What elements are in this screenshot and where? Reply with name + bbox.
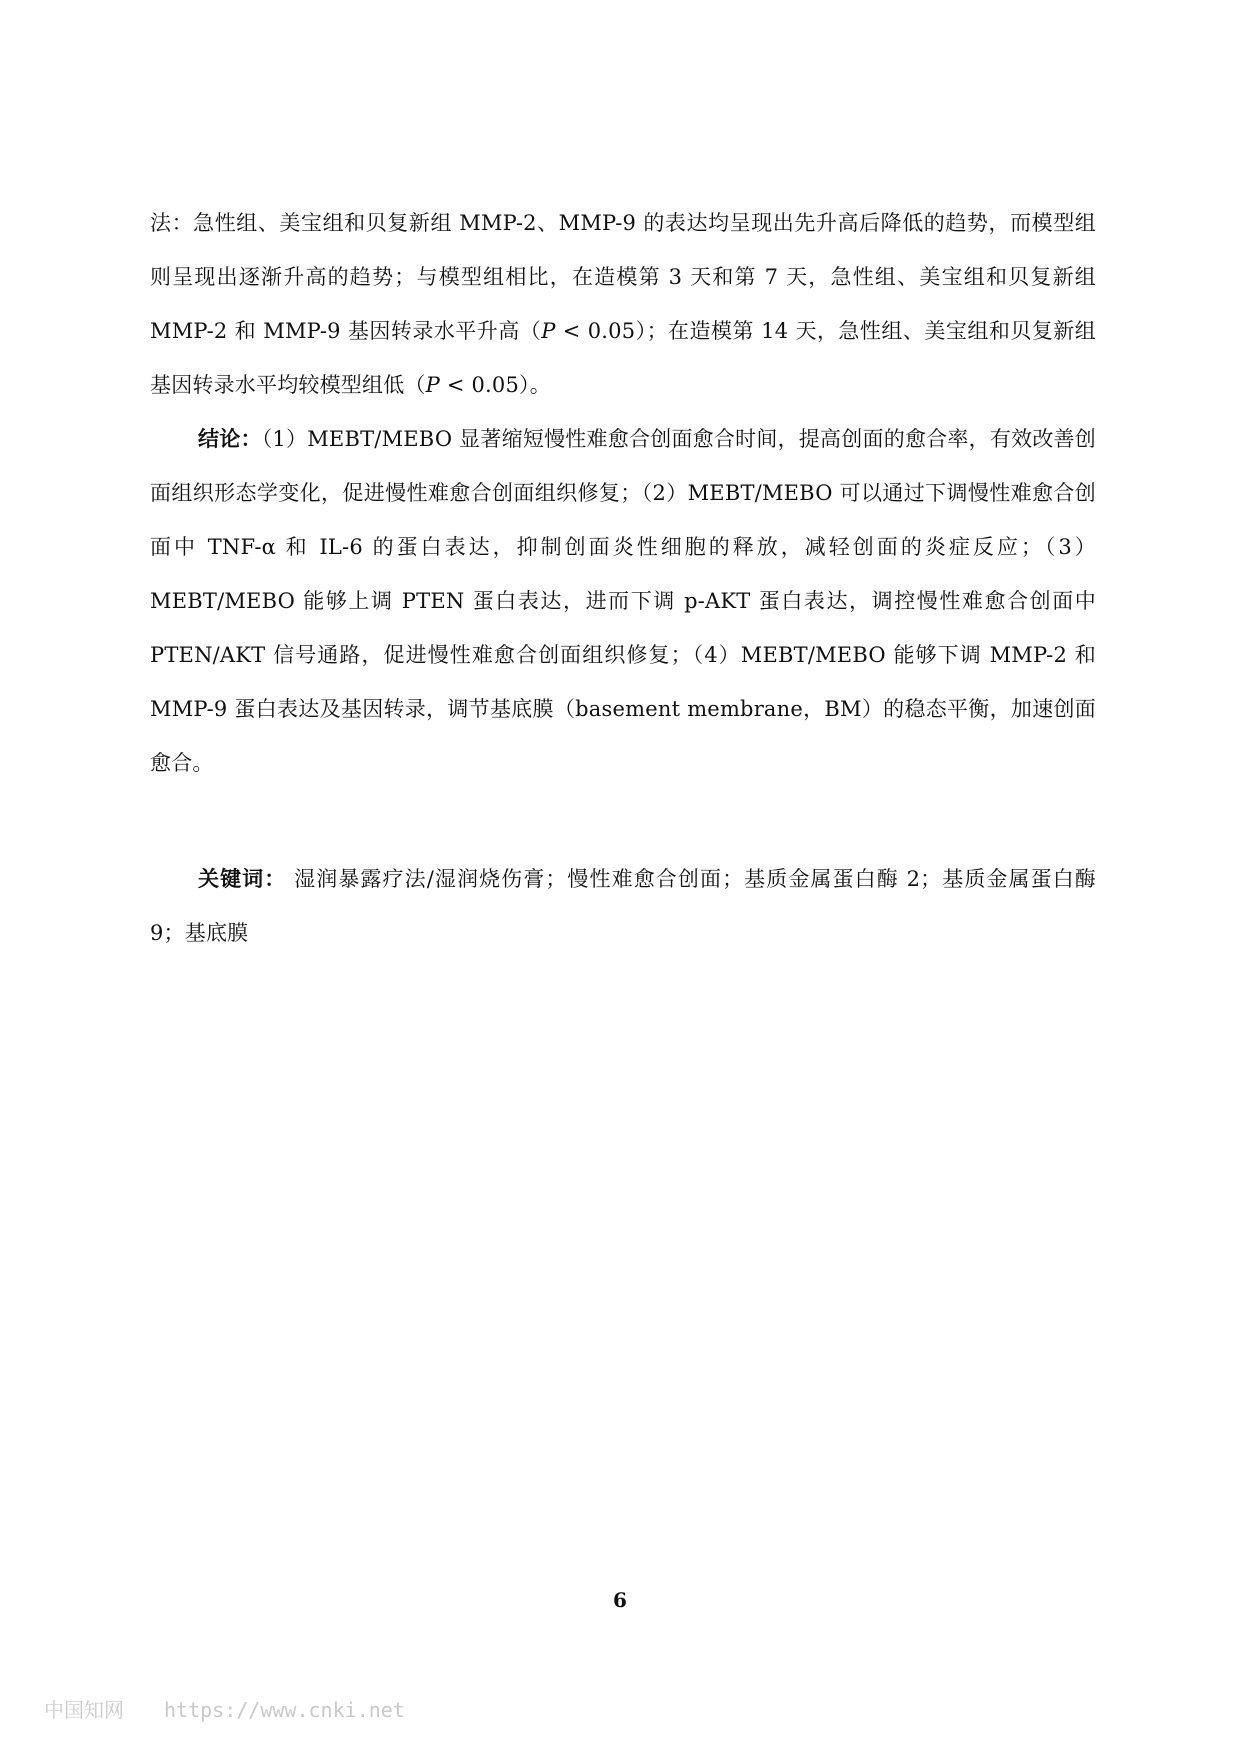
p-value-symbol: P [425, 373, 440, 397]
watermark-site-name: 中国知网 [44, 1698, 124, 1722]
methods-text-segment-2: < 0.05）；在造模第 14 天，急性组、美宝组和贝复新组基因转录水平均较模型组低（ [150, 319, 1096, 397]
methods-result-text [150, 196, 1096, 412]
methods-text-segment-1: 法：急性组、美宝组和贝复新组 MMP-2、MMP-9 的表达均呈现出先升高后降低的趋势，而模型组则呈现出逐渐升高的趋势；与模型组相比，在造模第 3 天和第 7 天，急性组、美宝组和贝复新组 MMP-2 和 MMP-9 基因转录水平升高（ [150, 211, 1096, 343]
p-value-symbol: P [541, 319, 556, 343]
methods-result-paragraph [150, 196, 1096, 412]
cnki-watermark [44, 1694, 405, 1723]
keywords-label: 关键词： [198, 866, 287, 891]
keywords-body: 湿润暴露疗法/湿润烧伤膏；慢性难愈合创面；基质金属蛋白酶 2；基质金属蛋白酶 9；基底膜 [150, 867, 1096, 945]
conclusion-paragraph [150, 412, 1096, 790]
keywords-paragraph [150, 852, 1096, 960]
conclusion-body: （1）MEBT/MEBO 显著缩短慢性难愈合创面愈合时间，提高创面的愈合率，有效改善创面组织形态学变化，促进慢性难愈合创面组织修复；（2）MEBT/MEBO 可以通过下调慢性难愈合创面中 TNF-α 和 IL-6 的蛋白表达，抑制创面炎性细胞的释放，减轻创面的炎症反应；（3）MEBT/MEBO 能够上调 PTEN 蛋白表达，进而下调 p-AKT 蛋白表达，调控慢性难愈合创面中 PTEN/AKT 信号通路，促进慢性难愈合创面组织修复；（4）MEBT/MEBO 能够下调 MMP-2 和 MMP-9 蛋白表达及基因转录，调节基底膜（basement membrane，BM）的稳态平衡，加速创面愈合。 [150, 427, 1096, 775]
conclusion-text [150, 412, 1096, 790]
page-number: 6 [613, 1588, 627, 1612]
watermark-url: https://www.cnki.net [164, 1698, 405, 1722]
conclusion-label: 结论： [198, 426, 262, 451]
methods-text-segment-3: < 0.05）。 [439, 373, 551, 397]
keywords-text [150, 852, 1096, 960]
